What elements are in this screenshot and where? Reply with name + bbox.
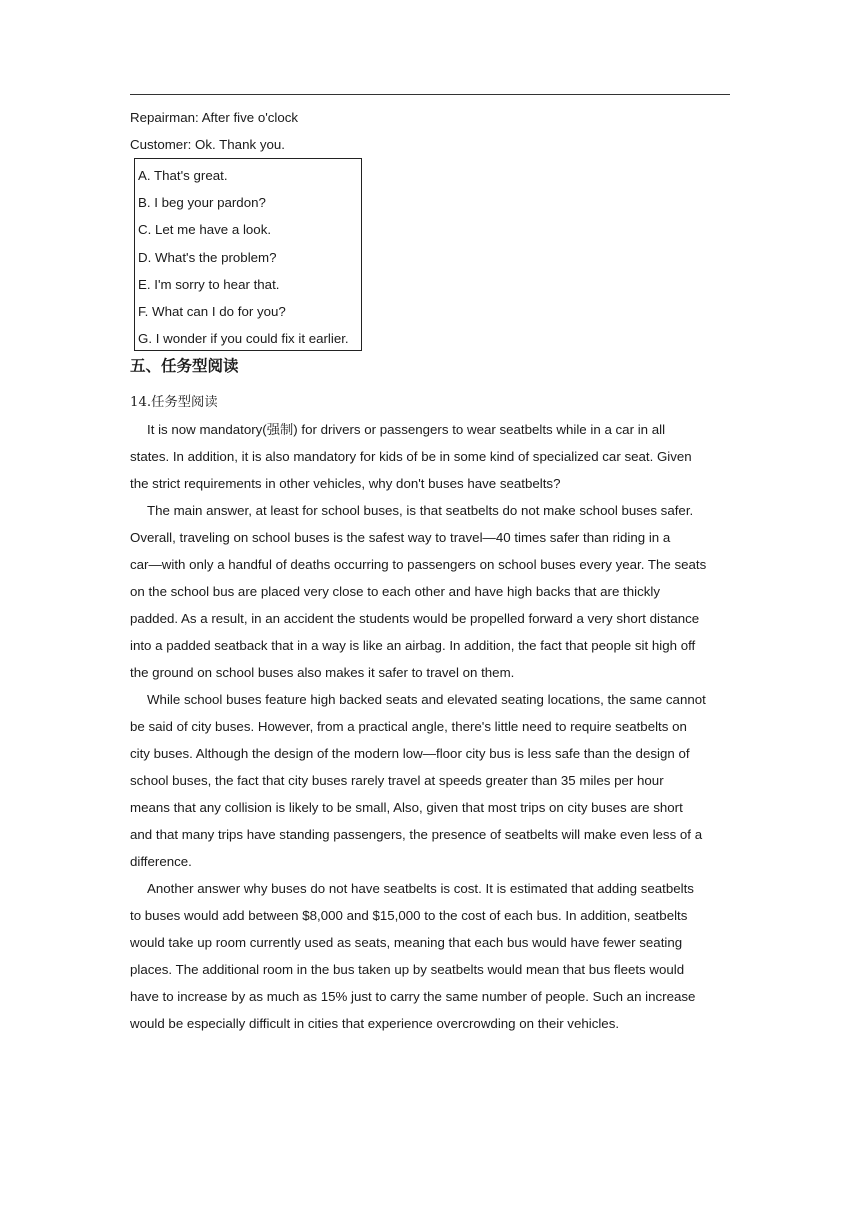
- paragraph-3: [130, 686, 730, 875]
- paragraph-1: [130, 416, 730, 497]
- passage-line: to buses would add between $8,000 and $15,000 to the cost of each bus. In addition, seatbelts: [130, 908, 688, 923]
- reading-passage: [130, 416, 730, 1037]
- passage-line: into a padded seatback that in a way is like an airbag. In addition, the fact that people sit high off: [130, 638, 696, 653]
- section-heading: 五、任务型阅读: [130, 357, 239, 375]
- passage-line: the ground on school buses also makes it safer to travel on them.: [130, 665, 515, 680]
- option-g: G. I wonder if you could fix it earlier.: [138, 331, 349, 347]
- option-b: B. I beg your pardon?: [138, 195, 266, 211]
- passage-line: means that any collision is likely to be small, Also, given that most trips on city buses are short: [130, 800, 683, 815]
- dialogue-line-customer: Customer: Ok. Thank you.: [130, 137, 285, 152]
- passage-line: would be especially difficult in cities that experience overcrowding on their vehicles.: [130, 1016, 620, 1031]
- passage-line: car—with only a handful of deaths occurring to passengers on school buses every year. The seats: [130, 557, 707, 572]
- passage-line: Another answer why buses do not have seatbelts is cost. It is estimated that adding seatbelts: [147, 881, 694, 896]
- question-title: 14.任务型阅读: [130, 395, 218, 410]
- option-a: A. That's great.: [138, 168, 228, 183]
- passage-line: would take up room currently used as seats, meaning that each bus would have fewer seating: [130, 935, 683, 950]
- option-f: F. What can I do for you?: [138, 304, 286, 320]
- passage-line: city buses. Although the design of the modern low—floor city bus is less safe than the design of: [130, 746, 690, 761]
- passage-line: be said of city buses. However, from a practical angle, there's little need to require seatbelts on: [130, 719, 687, 734]
- passage-line: It is now mandatory(强制) for drivers or passengers to wear seatbelts while in a car in all: [147, 422, 666, 437]
- option-d: D. What's the problem?: [138, 249, 277, 265]
- passage-line: have to increase by as much as 15% just to carry the same number of people. Such an increase: [130, 989, 696, 1004]
- passage-line: the strict requirements in other vehicles, why don't buses have seatbelts?: [130, 476, 561, 491]
- dialogue-line-repairman: Repairman: After five o'clock: [130, 110, 299, 125]
- paragraph-2: [130, 497, 730, 686]
- passage-line: Overall, traveling on school buses is the safest way to travel—40 times safer than riding in a: [130, 530, 671, 545]
- option-e: E. I'm sorry to hear that.: [138, 276, 280, 292]
- passage-line: padded. As a result, in an accident the students would be propelled forward a very short distance: [130, 611, 700, 626]
- option-c: C. Let me have a look.: [138, 222, 272, 238]
- passage-line: places. The additional room in the bus taken up by seatbelts would mean that bus fleets would: [130, 962, 685, 977]
- header-rule: [130, 94, 730, 95]
- dialogue: [130, 104, 298, 158]
- passage-line: states. In addition, it is also mandatory for kids of be in some kind of specialized car seat. Given: [130, 449, 692, 464]
- passage-line: school buses, the fact that city buses rarely travel at speeds greater than 35 miles per hour: [130, 773, 664, 788]
- passage-line: on the school bus are placed very close to each other and have high backs that are thickly: [130, 584, 660, 599]
- passage-line: While school buses feature high backed seats and elevated seating locations, the same cannot: [147, 692, 706, 707]
- paragraph-4: [130, 875, 730, 1037]
- options-box: [134, 158, 362, 351]
- passage-line: and that many trips have standing passengers, the presence of seatbelts will make even less of a: [130, 827, 703, 842]
- passage-line: difference.: [130, 854, 192, 869]
- passage-line: The main answer, at least for school buses, is that seatbelts do not make school buses safer.: [147, 503, 694, 518]
